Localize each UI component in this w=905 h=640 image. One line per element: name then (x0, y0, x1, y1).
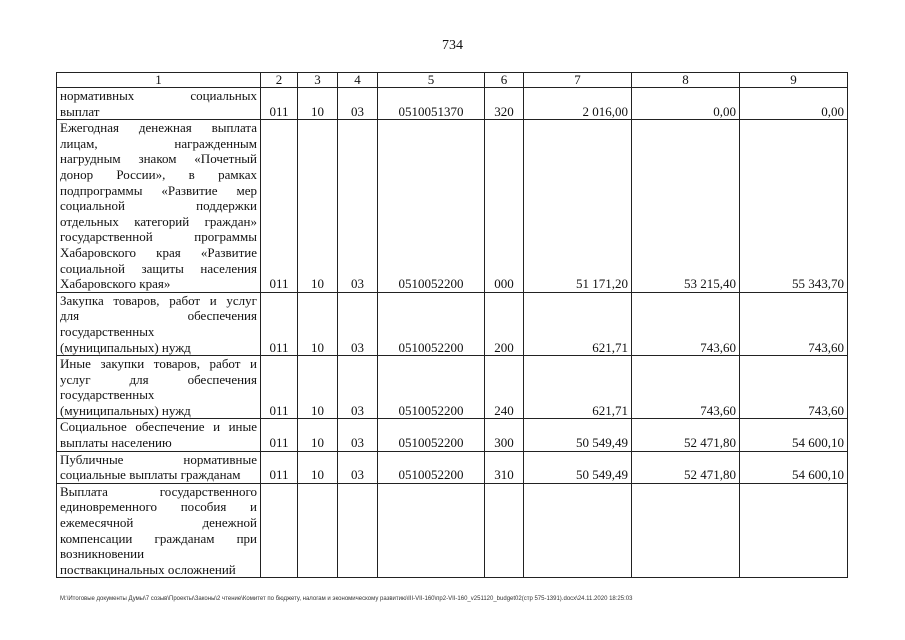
cell-c3: 10 (298, 88, 338, 120)
cell-c9: 55 343,70 (740, 120, 848, 293)
description-line: донор России», в рамках (60, 166, 257, 182)
cell-c4: 03 (338, 120, 378, 293)
description-line: государственных (60, 387, 155, 403)
cell-c8: 743,60 (632, 292, 740, 355)
cell-c2 (261, 483, 298, 578)
row-description (57, 292, 261, 355)
cell-c9 (740, 483, 848, 578)
description-line: выплаты населению (60, 435, 172, 451)
description-line: государственной программы (60, 229, 257, 245)
cell-c6: 240 (485, 356, 524, 419)
file-path-footer: M:\Итоговые документы Думы\7 созыв\Проекты\Законы\2 чтение\Комитет по бюджету, налогам и экономическому развитию\III-VII-160\пр2-VII-160_v251120_budget02(стр 575-1391).docx\24.11.2020 18:25:03 (60, 596, 633, 602)
description-line: нагрудным знаком «Почетный (60, 151, 257, 167)
cell-c9: 54 600,10 (740, 419, 848, 451)
header-cell: 8 (632, 73, 740, 88)
description-line: Закупка товаров, работ и услуг (60, 292, 257, 308)
cell-c5 (378, 483, 485, 578)
cell-c4: 03 (338, 292, 378, 355)
description-line: Ежегодная денежная выплата (60, 120, 257, 136)
cell-c8: 0,00 (632, 88, 740, 120)
cell-c5: 0510052200 (378, 419, 485, 451)
table-row (57, 120, 848, 293)
description-line: Публичные нормативные (60, 451, 257, 467)
cell-c8: 52 471,80 (632, 451, 740, 483)
row-description (57, 88, 261, 120)
cell-c3: 10 (298, 419, 338, 451)
header-cell: 9 (740, 73, 848, 88)
header-cell: 6 (485, 73, 524, 88)
cell-c2: 011 (261, 356, 298, 419)
cell-c7: 621,71 (524, 292, 632, 355)
description-line: государственных (60, 323, 155, 339)
cell-c6: 300 (485, 419, 524, 451)
cell-c3: 10 (298, 356, 338, 419)
row-description (57, 451, 261, 483)
cell-c5: 0510052200 (378, 451, 485, 483)
table-row (57, 483, 848, 578)
cell-c2: 011 (261, 451, 298, 483)
table-row (57, 292, 848, 355)
description-line: единовременного пособия и (60, 499, 257, 515)
description-line: социальной поддержки (60, 198, 257, 214)
table-row (57, 88, 848, 120)
description-line: компенсации гражданам при (60, 530, 257, 546)
table-row (57, 419, 848, 451)
cell-c2: 011 (261, 419, 298, 451)
description-line: Социальное обеспечение и иные (60, 419, 257, 435)
cell-c3 (298, 483, 338, 578)
cell-c9: 54 600,10 (740, 451, 848, 483)
description-line: отдельных категорий граждан» (60, 213, 257, 229)
cell-c3: 10 (298, 292, 338, 355)
cell-c6: 320 (485, 88, 524, 120)
cell-c4: 03 (338, 88, 378, 120)
table-row (57, 356, 848, 419)
cell-c9: 743,60 (740, 292, 848, 355)
description-line: (муниципальных) нужд (60, 339, 191, 355)
cell-c8: 743,60 (632, 356, 740, 419)
description-line: ежемесячной денежной (60, 515, 257, 531)
cell-c2: 011 (261, 88, 298, 120)
cell-c2: 011 (261, 120, 298, 293)
header-cell: 7 (524, 73, 632, 88)
cell-c3: 10 (298, 120, 338, 293)
cell-c9: 743,60 (740, 356, 848, 419)
cell-c7: 50 549,49 (524, 419, 632, 451)
description-line: подпрограммы «Развитие мер (60, 182, 257, 198)
row-description (57, 419, 261, 451)
description-line: услуг для обеспечения (60, 371, 257, 387)
header-cell: 4 (338, 73, 378, 88)
description-line: нормативных социальных (60, 88, 257, 103)
cell-c4: 03 (338, 356, 378, 419)
page-number: 734 (442, 38, 463, 53)
cell-c4 (338, 483, 378, 578)
row-description (57, 483, 261, 578)
header-cell: 1 (57, 73, 261, 88)
description-line: Выплата государственного (60, 483, 257, 499)
cell-c5: 0510052200 (378, 120, 485, 293)
description-line: лицам, награжденным (60, 135, 257, 151)
cell-c6: 000 (485, 120, 524, 293)
cell-c9: 0,00 (740, 88, 848, 120)
header-cell: 5 (378, 73, 485, 88)
description-line: Иные закупки товаров, работ и (60, 356, 257, 372)
description-line: Хабаровского края «Развитие (60, 244, 257, 260)
description-line: (муниципальных) нужд (60, 402, 191, 418)
cell-c4: 03 (338, 451, 378, 483)
cell-c7: 51 171,20 (524, 120, 632, 293)
cell-c7: 50 549,49 (524, 451, 632, 483)
cell-c5: 0510052200 (378, 356, 485, 419)
cell-c7: 2 016,00 (524, 88, 632, 120)
cell-c6: 200 (485, 292, 524, 355)
header-cell: 3 (298, 73, 338, 88)
table-row (57, 451, 848, 483)
cell-c7 (524, 483, 632, 578)
cell-c8: 53 215,40 (632, 120, 740, 293)
description-line: Хабаровского края» (60, 276, 171, 292)
description-line: социальной защиты населения (60, 260, 257, 276)
cell-c5: 0510051370 (378, 88, 485, 120)
description-line: поствакцинальных осложнений (60, 561, 236, 577)
header-row (57, 73, 848, 88)
row-description (57, 356, 261, 419)
cell-c5: 0510052200 (378, 292, 485, 355)
cell-c4: 03 (338, 419, 378, 451)
cell-c6 (485, 483, 524, 578)
cell-c3: 10 (298, 451, 338, 483)
description-line: социальные выплаты гражданам (60, 467, 241, 483)
description-line: выплат (60, 103, 100, 119)
cell-c8 (632, 483, 740, 578)
description-line: для обеспечения (60, 308, 257, 324)
cell-c8: 52 471,80 (632, 419, 740, 451)
description-line: возникновении (60, 546, 145, 562)
cell-c7: 621,71 (524, 356, 632, 419)
row-description (57, 120, 261, 293)
header-cell: 2 (261, 73, 298, 88)
cell-c2: 011 (261, 292, 298, 355)
cell-c6: 310 (485, 451, 524, 483)
budget-table (56, 72, 848, 578)
